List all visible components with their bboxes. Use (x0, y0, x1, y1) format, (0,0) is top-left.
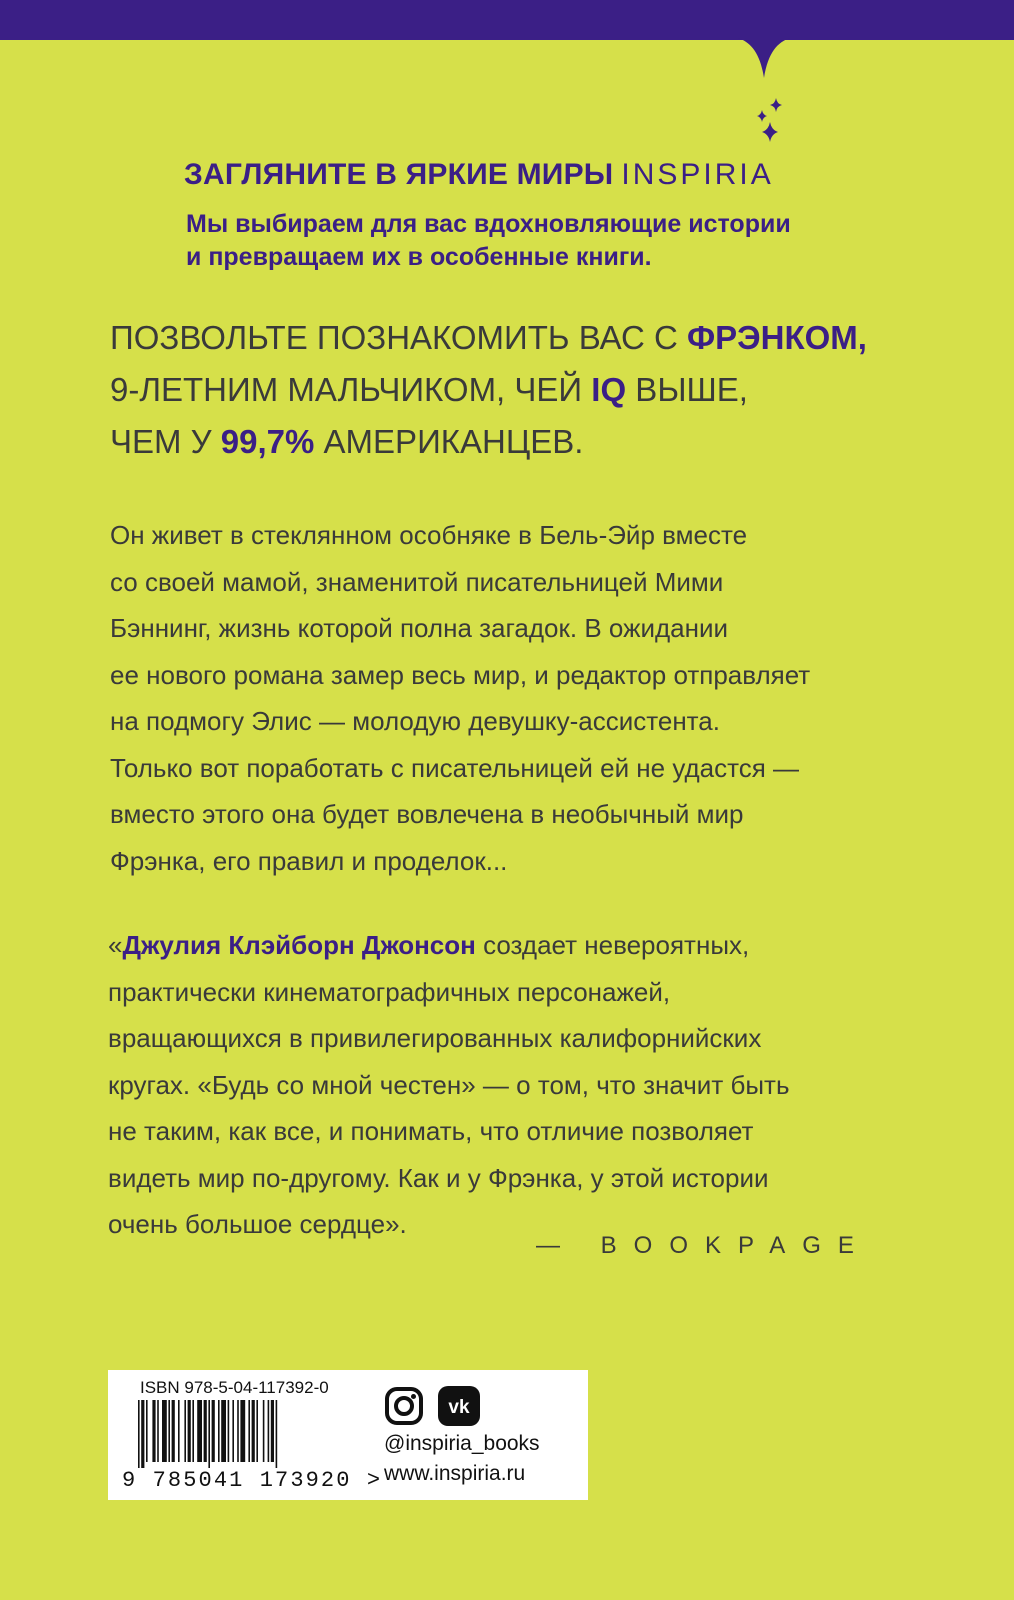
barcode-bar (168, 1400, 170, 1462)
headline-bold-text: 99,7% (220, 423, 315, 460)
headline-text: ВЫШЕ, (626, 371, 748, 408)
barcode-bar (188, 1400, 191, 1462)
description-line: Бэннинг, жизнь которой полна загадок. В ожидании (110, 613, 729, 643)
barcode-bar (237, 1400, 239, 1462)
barcode-bar (212, 1400, 215, 1462)
barcode-bar (252, 1400, 255, 1462)
mission-line: Мы выбираем для вас вдохновляющие истории (186, 210, 791, 238)
description-line: Фрэнка, его правил и проделок... (110, 845, 508, 876)
headline-bold-text: IQ (591, 371, 627, 408)
review-line: очень большое сердце». (108, 1209, 407, 1239)
barcode-bar (240, 1400, 245, 1462)
headline-text: 9-ЛЕТНИМ МАЛЬЧИКОМ, ЧЕЙ (110, 371, 592, 408)
barcode-digits: 9 785041 173920 > (122, 1468, 383, 1493)
barcode-bar (162, 1400, 167, 1462)
brand-name: INSPIRIA (621, 158, 774, 191)
barcode-bar (263, 1400, 265, 1462)
headline-line-2 (110, 364, 867, 416)
instagram-icon (384, 1386, 424, 1426)
sparkle-stars-icon (756, 98, 790, 148)
headline-bold-text: ФРЭНКОМ, (686, 319, 867, 356)
description-line: вместо этого она будет вовлечена в необычный мир (110, 799, 744, 829)
mission-line: и превращаем их в особенные книги. (186, 243, 652, 271)
review-line: практически кинематографичных персонажей, (108, 976, 671, 1007)
barcode-graphic (138, 1400, 334, 1468)
barcode-bar (157, 1400, 159, 1462)
website-url: www.inspiria.ru (384, 1462, 526, 1485)
barcode-bar (221, 1400, 226, 1462)
barcode-bar (172, 1400, 175, 1462)
barcode-bar (138, 1400, 140, 1468)
headline-text: ПОЗВОЛЬТЕ ПОЗНАКОМИТЬ ВАС С (110, 319, 687, 356)
top-color-band (0, 0, 1014, 40)
open-quote-mark: « (108, 930, 123, 960)
barcode-bar (152, 1400, 155, 1462)
review-source: — BOOKPAGE (536, 1232, 871, 1259)
review-quote (108, 922, 789, 1248)
headline-line-1 (110, 312, 867, 364)
barcode-bar (228, 1400, 230, 1462)
headline-line-3 (110, 416, 867, 468)
barcode-panel (108, 1370, 588, 1500)
vk-icon (438, 1386, 480, 1426)
description (110, 512, 810, 884)
barcode-bar (197, 1400, 202, 1462)
vk-glyph: vk (448, 1397, 470, 1418)
bookmark-notch-decoration (738, 38, 790, 80)
description-line: на подмогу Элис — молодую девушку-ассистента. (110, 706, 720, 736)
barcode-bar (192, 1400, 194, 1462)
tagline-text: ЗАГЛЯНИТЕ В ЯРКИЕ МИРЫ (184, 158, 614, 191)
barcode-bar (146, 1400, 148, 1462)
description-line: Он живет в стеклянном особняке в Бель-Эйр вместе (110, 520, 748, 550)
barcode-bar (204, 1400, 207, 1462)
review-line: кругах. «Будь со мной честен» — о том, что значит быть (108, 1069, 790, 1100)
barcode-bar (232, 1400, 234, 1462)
review-author: Джулия Клэйборн Джонсон (122, 930, 476, 960)
series-tagline (184, 158, 774, 192)
headline (110, 312, 867, 468)
description-line: Только вот поработать с писательницей ей не удастся — (110, 752, 800, 783)
barcode-bar (218, 1400, 220, 1462)
review-text: создает невероятных, (475, 930, 750, 960)
barcode-bar (184, 1400, 186, 1462)
barcode-bar (276, 1400, 278, 1468)
barcode-bar (248, 1400, 250, 1462)
review-line-1 (108, 922, 789, 969)
barcode-bar (178, 1400, 180, 1462)
review-line: вращающихся в привилегированных калифорнийских (108, 1023, 762, 1053)
review-line: не таким, как все, и понимать, что отличие позволяет (108, 1116, 754, 1146)
publisher-mission (186, 208, 791, 274)
description-line: со своей мамой, знаменитой писательницей Мими (110, 566, 724, 597)
barcode-bar (141, 1400, 144, 1468)
barcode-bar (256, 1400, 258, 1462)
headline-text: ЧЕМ У (110, 423, 221, 460)
headline-text: АМЕРИКАНЦЕВ. (314, 423, 584, 460)
barcode-bar (268, 1400, 270, 1462)
isbn-number: ISBN 978-5-04-117392-0 (140, 1378, 329, 1397)
description-line: ее нового романа замер весь мир, и редактор отправляет (110, 659, 811, 690)
review-line: видеть мир по-другому. Как и у Фрэнка, у этой истории (108, 1162, 769, 1193)
barcode-bar (208, 1400, 210, 1468)
barcode-bar (271, 1400, 274, 1462)
social-handle: @inspiria_books (384, 1432, 540, 1455)
